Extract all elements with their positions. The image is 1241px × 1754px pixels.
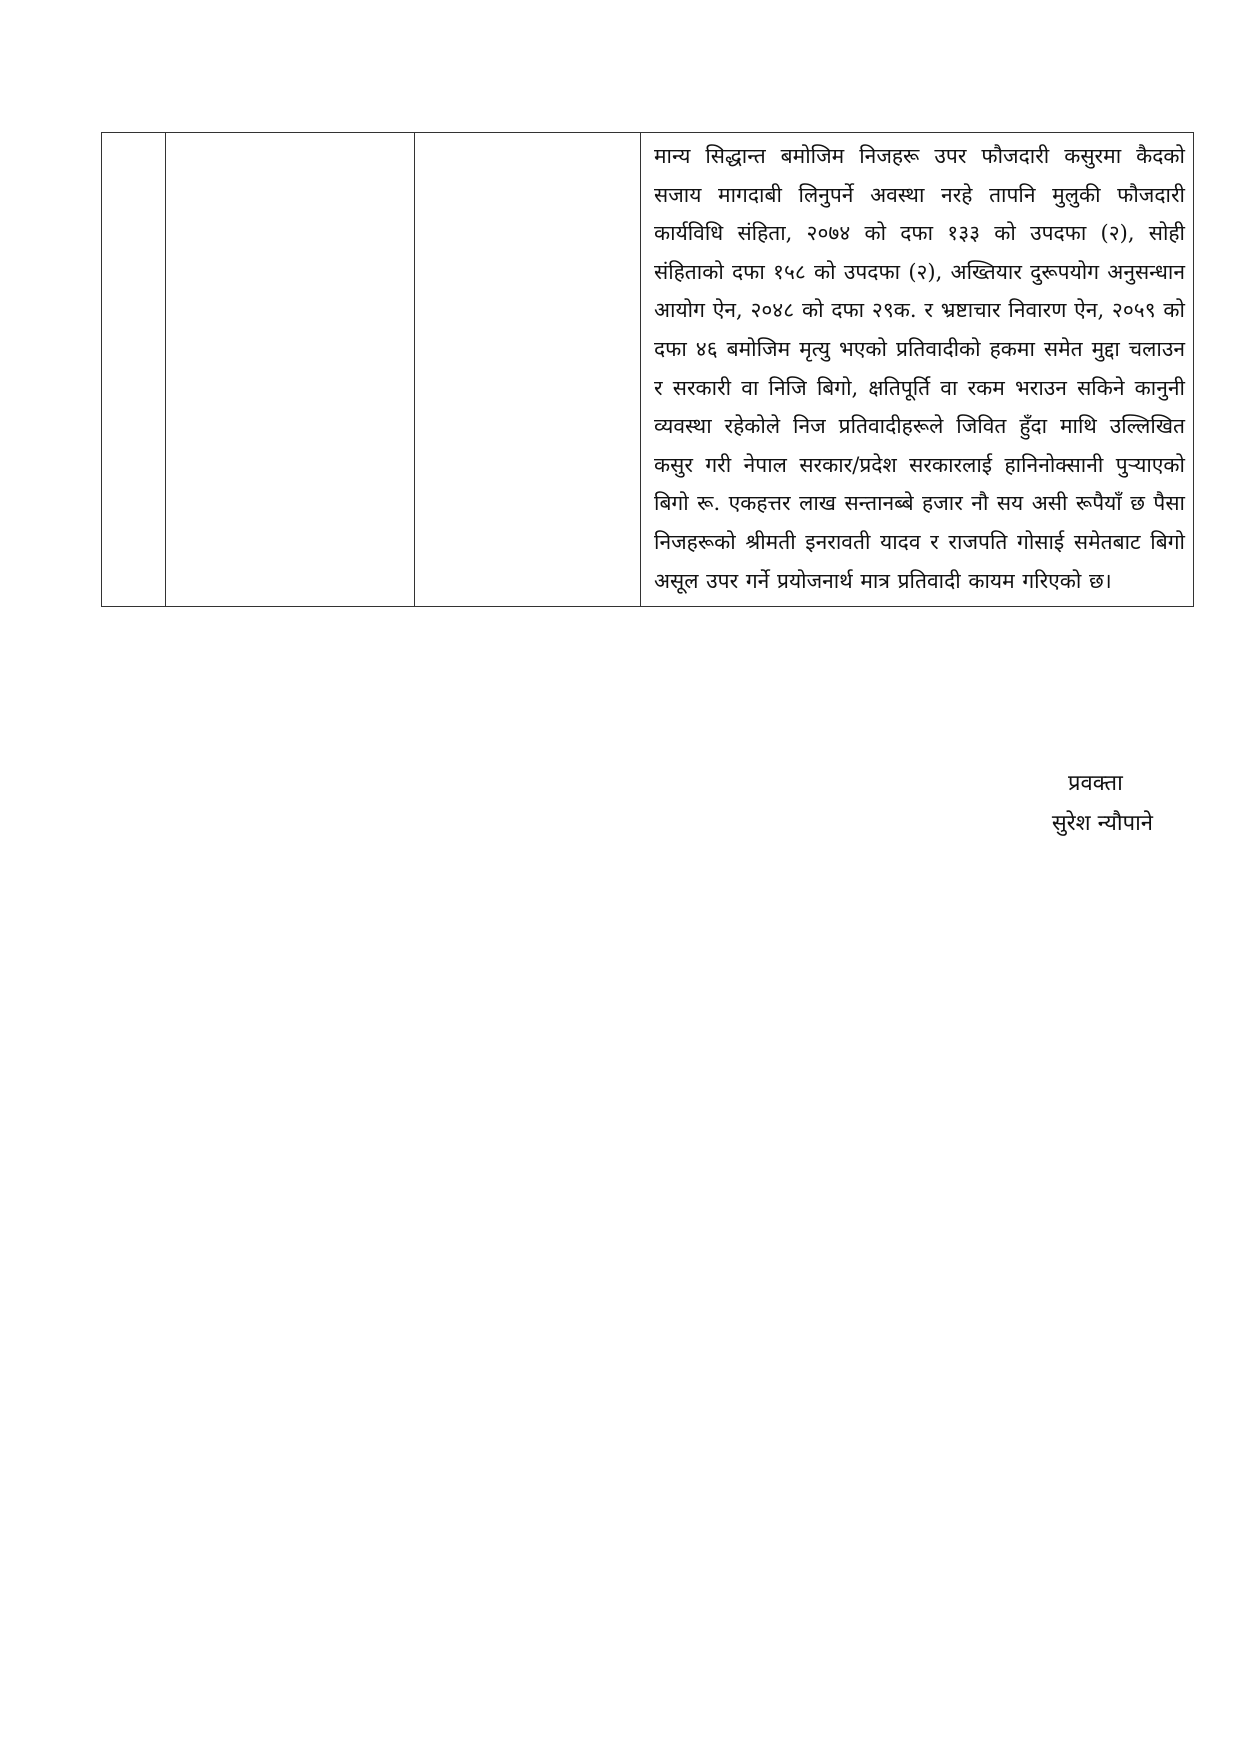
signature-block [1052,764,1153,844]
remark-text: मान्य सिद्धान्त बमोजिम निजहरू उपर फौजदारी कसुरमा कैदको सजाय मागदाबी लिनुपर्ने अवस्था नरहे तापनि मुलुकी फौजदारी कार्यविधि संहिता, २०७४ को दफा १३३ को उपदफा (२), सोही संहिताको दफा १५८ को उपदफा (२), अख्तियार दुरूपयोग अनुसन्धान आयोग ऐन, २०४८ को दफा २९क. र भ्रष्टाचार निवारण ऐन, २०५९ को दफा ४६ बमोजिम मृत्यु भएको प्रतिवादीको हकमा समेत मुद्दा चलाउन र सरकारी वा निजि बिगो, क्षतिपूर्ति वा रकम भराउन सकिने कानुनी व्यवस्था रहेकोले निज प्रतिवादीहरूले जिवित हुँदा माथि उल्लिखित कसुर गरी नेपाल सरकार/प्रदेश सरकारलाई हानिनोक्सानी पुऱ्याएको बिगो रू. एकहत्तर लाख सन्तानब्बे हजार नौ सय असी रूपैयाँ छ पैसा निजहरूको श्रीमती इनरावती यादव र राजपति गोसाई समेतबाट बिगो असूल उपर गर्ने प्रयोजनार्थ मात्र प्रतिवादी कायम गरिएको छ। [654,144,1185,593]
signatory-name: सुरेश न्यौपाने [1051,811,1153,836]
serial-cell [102,133,166,607]
table-row [102,133,1194,607]
remark-cell [641,133,1194,607]
signatory-designation: प्रवक्ता [1068,771,1123,796]
case-table [101,132,1194,607]
name-cell [166,133,415,607]
address-cell [415,133,641,607]
